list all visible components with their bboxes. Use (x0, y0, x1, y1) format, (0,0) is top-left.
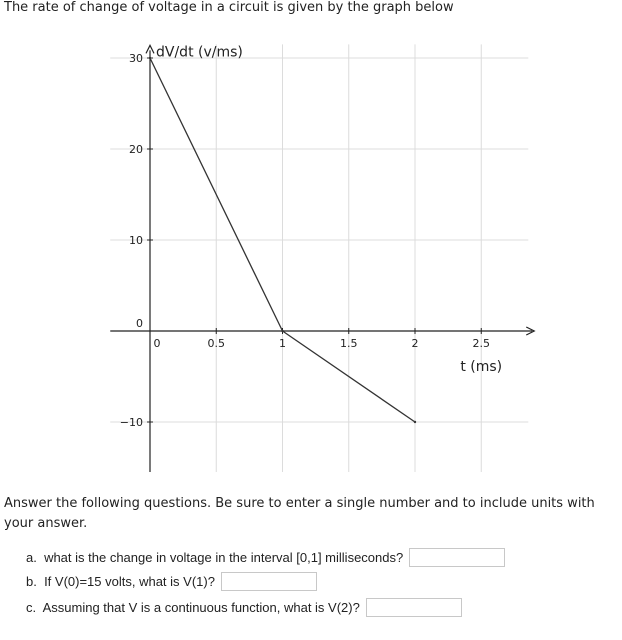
x-tick-label-2: 1 (279, 337, 286, 350)
series-0-point-2 (414, 421, 416, 423)
y-axis-title: dV/dt (v/ms) (156, 44, 243, 61)
question-a-text: a. what is the change in voltage in the interval [0,1] milliseconds? (26, 550, 404, 565)
x-tick-label-0: 0 (153, 337, 161, 350)
series-0-point-1 (281, 330, 283, 332)
x-tick-label-5: 2.5 (472, 337, 490, 350)
question-b-text: b. If V(0)=15 volts, what is V(1)? (26, 574, 215, 589)
y-tick-label-4: −10 (119, 416, 143, 429)
answer-c-input[interactable] (366, 598, 462, 617)
answer-a-input[interactable] (409, 548, 505, 567)
question-a (26, 548, 505, 567)
y-tick-label-3: 0 (136, 317, 143, 330)
question-c (26, 598, 462, 617)
y-tick-label-0: 30 (129, 52, 143, 65)
y-tick-label-1: 20 (129, 143, 143, 156)
x-tick-label-3: 1.5 (340, 337, 358, 350)
x-axis-title: t (ms) (460, 359, 503, 375)
series-0-point-0 (149, 57, 151, 59)
instructions-text: Answer the following questions. Be sure to enter a single number and to include units with your answer. (4, 496, 595, 531)
x-tick-label-4: 2 (411, 337, 419, 350)
question-b (26, 572, 317, 591)
x-tick-label-1: 0.5 (207, 337, 225, 350)
prompt-text: The rate of change of voltage in a circuit is given by the graph below (4, 0, 454, 15)
question-c-text: c. Assuming that V is a continuous function, what is V(2)? (26, 600, 360, 615)
y-tick-label-2: 10 (129, 234, 143, 247)
answer-b-input[interactable] (221, 572, 317, 591)
